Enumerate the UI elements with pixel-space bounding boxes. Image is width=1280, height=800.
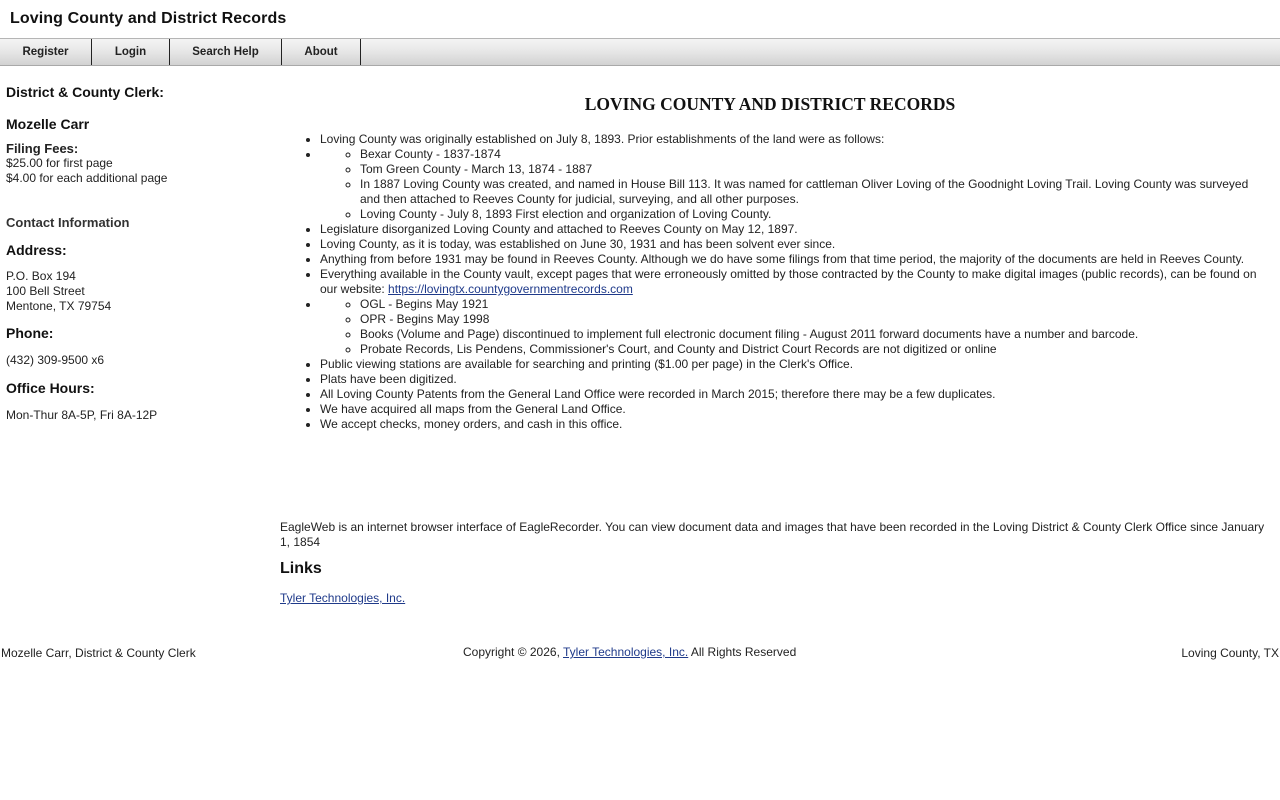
phone-number: (432) 309-9500 x6 (6, 353, 105, 367)
address (6, 269, 266, 314)
clerk-heading: District & County Clerk: (6, 84, 164, 100)
office-hours: Mon-Thur 8A-5P, Fri 8A-12P (6, 408, 158, 422)
links-heading: Links (280, 560, 322, 577)
site-title: Loving County and District Records (10, 10, 287, 27)
list-item: ◦ Probate Records, Lis Pendens, Commissioner's Court, and County and District Court Records are not digitized or online (360, 342, 1270, 357)
list-item (320, 267, 1270, 297)
clerk-name: Mozelle Carr (6, 116, 90, 132)
address-heading: Address: (6, 242, 67, 258)
list-item: • We accept checks, money orders, and cash in this office. (320, 417, 1270, 432)
list-item: • Loving County was originally established on July 8, 1893. Prior establishments of the land were as follows: (320, 132, 1270, 147)
filing-fees (6, 141, 266, 186)
history-list-item (320, 147, 1270, 222)
vault-text: Everything available in the County vault, except pages that were erroneously omitted by those contracted by the County to make digital images (public records), can be found on our website: (320, 267, 1257, 296)
footer-copyright (463, 645, 796, 659)
contact-heading: Contact Information (6, 215, 130, 230)
nav-register-button[interactable]: Register (0, 39, 92, 65)
fee-first-page: $25.00 for first page (6, 156, 113, 170)
office-hours-heading: Office Hours: (6, 380, 95, 396)
main-content (280, 94, 1270, 432)
copyright-suffix: All Rights Reserved (688, 645, 797, 659)
list-item: ◦ OPR - Begins May 1998 (360, 312, 1270, 327)
list-item: ◦ In 1887 Loving County was created, and named in House Bill 113. It was named for cattleman Oliver Loving of the Goodnight Loving Trail. Loving County was surveyed and then attached to Reeves County for judicial, surveying, and all other purposes. (360, 177, 1270, 207)
records-list (320, 297, 1270, 357)
history-list (320, 147, 1270, 222)
copyright-prefix: Copyright © 2026, (463, 645, 564, 659)
nav-about-button[interactable]: About (282, 39, 361, 65)
list-item: ◦ • OGL - Begins May 1921 (360, 297, 1270, 312)
site-header (0, 0, 1280, 38)
fee-additional-page: $4.00 for each additional page (6, 171, 168, 185)
list-item: • Public viewing stations are available for searching and printing ($1.00 per page) in the Clerk's Office. (320, 357, 1270, 372)
list-item: • Loving County, as it is today, was established on June 30, 1931 and has been solvent ever since. (320, 237, 1270, 252)
footer-location: Loving County, TX (1181, 646, 1279, 660)
list-item: • Plats have been digitized. (320, 372, 1270, 387)
list-item: ◦ • Bexar County - 1837-1874 (360, 147, 1270, 162)
main-nav (0, 38, 1280, 66)
list-item: • Anything from before 1931 may be found in Reeves County. Although we do have some filings from that time period, the majority of the documents are held in Reeves County. (320, 252, 1270, 267)
list-item: ◦ Tom Green County - March 13, 1874 - 1887 (360, 162, 1270, 177)
records-website-link[interactable]: https://lovingtx.countygovernmentrecords.com (388, 282, 633, 296)
address-line-2: 100 Bell Street (6, 284, 85, 298)
filing-fees-label: Filing Fees: (6, 141, 79, 156)
nav-login-button[interactable]: Login (92, 39, 170, 65)
footer (0, 645, 1280, 665)
tyler-technologies-link[interactable]: Tyler Technologies, Inc. (280, 591, 406, 605)
list-item: • Legislature disorganized Loving County and attached to Reeves County on May 12, 1897. (320, 222, 1270, 237)
list-item: • All Loving County Patents from the General Land Office were recorded in March 2015; therefore there may be a few duplicates. (320, 387, 1270, 402)
records-info-list (280, 132, 1270, 432)
page-title: LOVING COUNTY AND DISTRICT RECORDS (584, 94, 956, 114)
list-item: ◦ Books (Volume and Page) discontinued to implement full electronic document filing - August 2011 forward documents have a number and barcode. (360, 327, 1270, 342)
phone-heading: Phone: (6, 325, 54, 341)
list-item: ◦ Loving County - July 8, 1893 First election and organization of Loving County. (360, 207, 1270, 222)
address-line-1: P.O. Box 194 (6, 269, 76, 283)
footer-tyler-link[interactable]: Tyler Technologies, Inc. (563, 645, 689, 659)
sidebar (6, 84, 266, 423)
eagleweb-description: EagleWeb is an internet browser interface of EagleRecorder. You can view document data and images that have been recorded in the Loving District & County Clerk Office since January 1, 1854 (280, 520, 1265, 549)
records-list-item (320, 297, 1270, 357)
list-item: • We have acquired all maps from the General Land Office. (320, 402, 1270, 417)
links-list (280, 591, 405, 605)
address-line-3: Mentone, TX 79754 (6, 299, 112, 313)
nav-search-help-button[interactable]: Search Help (170, 39, 282, 65)
footer-clerk: Mozelle Carr, District & County Clerk (1, 646, 196, 660)
